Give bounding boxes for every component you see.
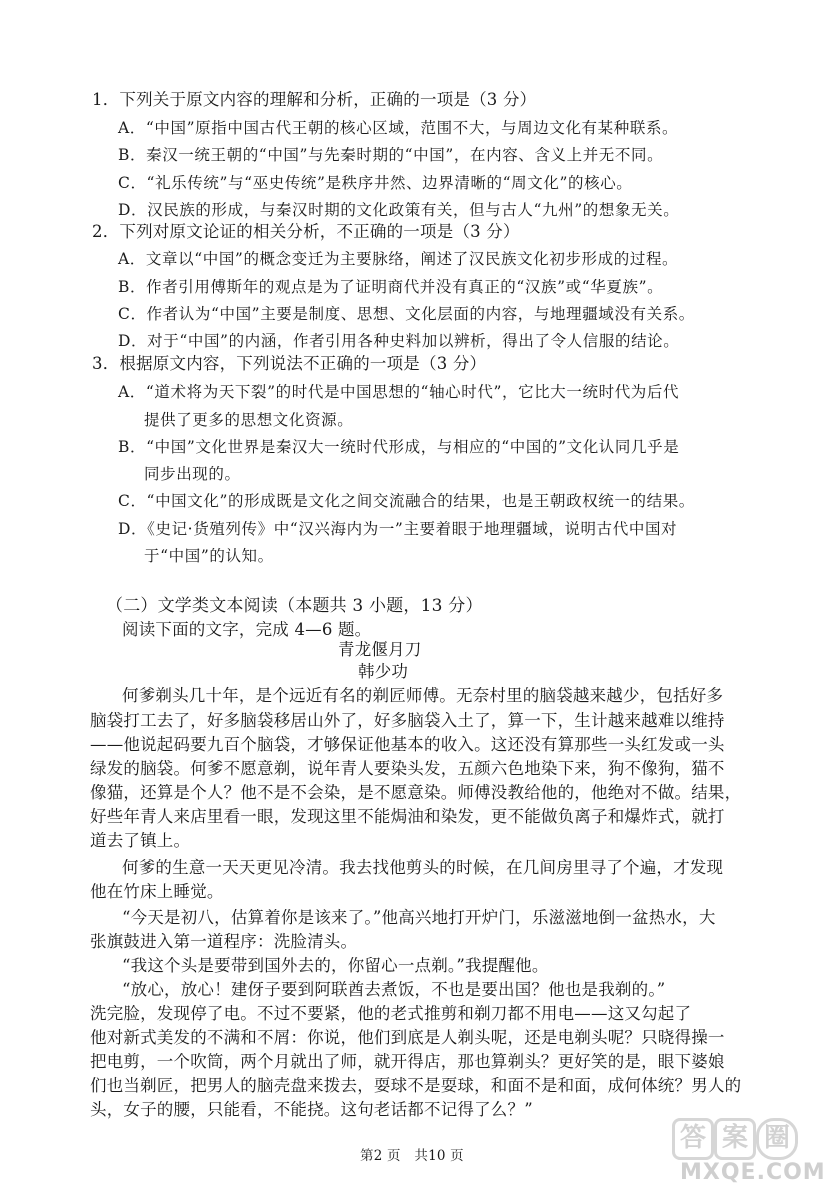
story-line-14: 洗完脸，发现停了电。不过不要紧，他的老式推剪和剃刀都不用电——这又勾起了 bbox=[90, 1004, 692, 1023]
story-line-09: 他在竹床上睡觉。 bbox=[90, 882, 224, 901]
question-3-option-b-line-2: 同步出现的。 bbox=[144, 465, 241, 483]
story-line-10: “今天是初八，估算着你是该来了。”他高兴地打开炉门，乐滋滋地倒一盆热水，大 bbox=[122, 908, 716, 927]
story-line-08: 何爹的生意一天天更见冷清。我去找他剪头的时候，在几间房里寻了个遍，才发现 bbox=[122, 858, 724, 877]
story-title: 青龙偃月刀 bbox=[338, 640, 422, 659]
question-2-option-d: D．对于“中国”的内涵，作者引用各种史料加以辨析，得出了令人信服的结论。 bbox=[118, 332, 680, 350]
story-line-18: 头，女子的腰，只能看，不能挠。这句老话都不记得了么？” bbox=[90, 1100, 533, 1119]
story-line-04: 绿发的脑袋。何爹不愿意剃，说年青人要染头发，五颜六色地染下来，狗不像狗，猫不 bbox=[90, 759, 725, 778]
question-1-option-b: B．秦汉一统王朝的“中国”与先秦时期的“中国”，在内容、含义上并无不同。 bbox=[118, 146, 664, 164]
watermark-char-3: 圈 bbox=[756, 1118, 798, 1160]
story-line-03: ——他说起码要九百个脑袋，才够保证他基本的收入。这还没有算那些一头红发或一头 bbox=[90, 735, 725, 754]
question-1-option-d: D．汉民族的形成，与秦汉时期的文化政策有关，但与古人“九州”的想象无关。 bbox=[118, 201, 680, 219]
page-number: 第2 页 共10 页 bbox=[360, 1148, 464, 1164]
question-3-option-d-line-1: D．《史记·货殖列传》中“汉兴海内为一”主要着眼于地理疆域，说明古代中国对 bbox=[118, 520, 678, 538]
story-line-12: “我这个头是要带到国外去的，你留心一点剃。”我提醒他。 bbox=[122, 956, 549, 975]
story-line-13: “放心，放心！建伢子要到阿联酋去煮饭，不也是要出国？他也是我剃的。” bbox=[122, 980, 666, 999]
watermark-char-1: 答 bbox=[672, 1118, 714, 1160]
watermark-char-2: 案 bbox=[714, 1118, 756, 1160]
story-line-02: 脑袋打工去了，好多脑袋移居山外了，好多脑袋入土了，算一下，生计越来越难以维持 bbox=[90, 711, 725, 730]
question-2-option-b: B．作者引用傅斯年的观点是为了证明商代并没有真正的“汉族”或“华夏族”。 bbox=[118, 278, 664, 296]
question-1-option-a: A．“中国”原指中国古代王朝的核心区域，范围不大，与周边文化有某种联系。 bbox=[118, 119, 679, 137]
story-line-17: 们也当剃匠，把男人的脑壳盘来拨去，耍球不是耍球，和面不是和面，成何体统？男人的 bbox=[90, 1076, 742, 1095]
question-2-option-c: C．作者认为“中国”主要是制度、思想、文化层面的内容，与地理疆域没有关系。 bbox=[118, 305, 695, 323]
question-1-stem: 1．下列关于原文内容的理解和分析，正确的一项是（3 分） bbox=[92, 90, 537, 109]
question-3-option-d-line-2: 于“中国”的认知。 bbox=[144, 547, 274, 565]
question-3-stem: 3．根据原文内容，下列说法不正确的一项是（3 分） bbox=[92, 354, 487, 373]
question-3-option-b-line-1: B．“中国”文化世界是秦汉大一统时代形成，与相应的“中国的”文化认同几乎是 bbox=[118, 438, 680, 456]
section-instruction: 阅读下面的文字，完成 4—6 题。 bbox=[122, 620, 372, 639]
question-1-option-c: C．“礼乐传统”与“巫史传统”是秩序井然、边界清晰的“周文化”的核心。 bbox=[118, 174, 633, 192]
question-3-option-c: C．“中国文化”的形成既是文化之间交流融合的结果，也是王朝政权统一的结果。 bbox=[118, 492, 695, 510]
watermark-logo bbox=[672, 1118, 826, 1186]
story-line-01: 何爹剃头几十年，是个远近有名的剃匠师傅。无奈村里的脑袋越来越少，包括好多 bbox=[122, 686, 724, 705]
story-author: 韩少功 bbox=[358, 662, 409, 681]
story-line-05: 像猫，还算是个人？他不是不会染，是不愿意染。师傅没教给他的，他绝对不做。结果， bbox=[90, 783, 742, 802]
story-line-11: 张旗鼓进入第一道程序：洗脸清头。 bbox=[90, 932, 358, 951]
question-2-stem: 2．下列对原文论证的相关分析，不正确的一项是（3 分） bbox=[92, 222, 520, 241]
story-line-06: 好些年青人来店里看一眼，发现这里不能焗油和染发，更不能做负离子和爆炸式，就打 bbox=[90, 807, 725, 826]
watermark-url: MXQE.COM bbox=[680, 1160, 826, 1185]
question-3-option-a-line-2: 提供了更多的思想文化资源。 bbox=[144, 411, 354, 429]
section-heading: （二）文学类文本阅读（本题共 3 小题，13 分） bbox=[106, 596, 483, 616]
story-line-15: 他对新式美发的不满和不屑：你说，他们到底是人剃头呢，还是电剃头呢？只晓得操一 bbox=[90, 1028, 725, 1047]
story-line-16: 把电剪，一个吹筒，两个月就出了师，就开得店，那也算剃头？更好笑的是，眼下婆娘 bbox=[90, 1052, 725, 1071]
question-2-option-a: A．文章以“中国”的概念变迁为主要脉络，阐述了汉民族文化初步形成的过程。 bbox=[118, 250, 679, 268]
story-line-07: 道去了镇上。 bbox=[90, 831, 191, 850]
question-3-option-a-line-1: A．“道术将为天下裂”的时代是中国思想的“轴心时代”，它比大一统时代为后代 bbox=[118, 383, 680, 401]
